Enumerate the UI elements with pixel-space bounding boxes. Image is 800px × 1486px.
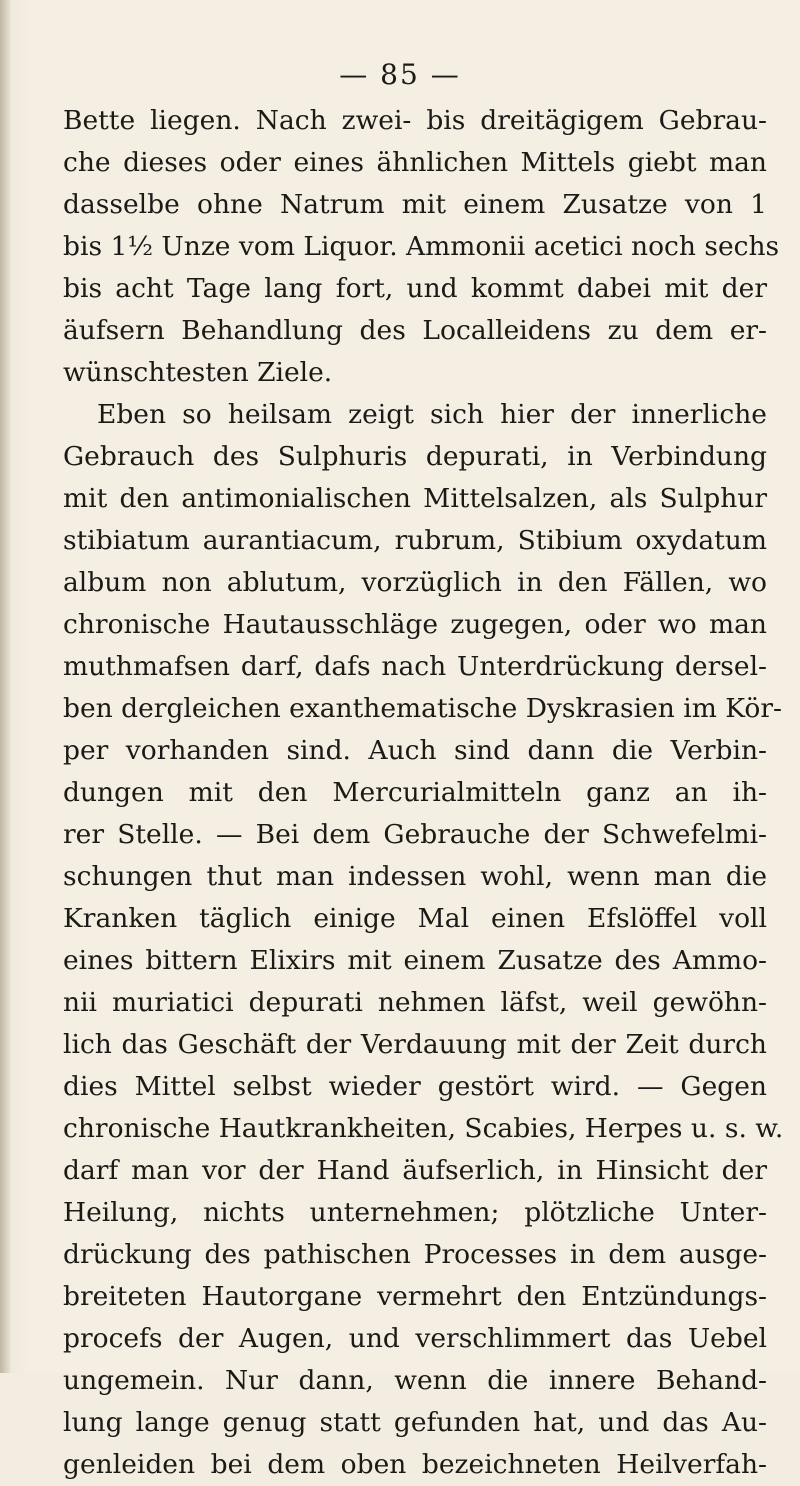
text-line: lung lange genug statt gefunden hat, und das Au- (63, 1407, 767, 1438)
text-line: äufsern Behandlung des Localleidens zu dem er- (63, 315, 767, 346)
text-line: dungen mit den Mercurialmitteln ganz an ih- (63, 777, 767, 808)
text-line: chronische Hautkrankheiten, Scabies, Herpes u. s. w. (63, 1113, 784, 1144)
text-line: mit den antimonialischen Mittelsalzen, als Sulphur (63, 483, 767, 514)
text-line: nii muriatici depurati nehmen läfst, weil gewöhn- (63, 987, 767, 1018)
text-line: darf man vor der Hand äufserlich, in Hinsicht der (63, 1155, 767, 1186)
text-line: album non ablutum, vorzüglich in den Fällen, wo (63, 567, 767, 598)
text-line: rer Stelle. — Bei dem Gebrauche der Schwefelmi- (63, 819, 767, 850)
text-line: Heilung, nichts unternehmen; plötzliche Unter- (63, 1197, 767, 1228)
text-line: dasselbe ohne Natrum mit einem Zusatze von 1 (63, 189, 767, 220)
text-line: drückung des pathischen Processes in dem ausge- (63, 1239, 767, 1270)
text-line: eines bittern Elixirs mit einem Zusatze des Ammo- (63, 945, 767, 976)
text-line: procefs der Augen, und verschlimmert das Uebel (63, 1323, 767, 1354)
text-line: Bette liegen. Nach zwei- bis dreitägigem Gebrau- (63, 105, 767, 136)
text-line: dies Mittel selbst wieder gestört wird. — Gegen (63, 1071, 767, 1102)
text-line: bis 1½ Unze vom Liquor. Ammonii acetici noch sechs (63, 231, 780, 262)
page-spine-shadow (0, 0, 10, 1373)
page-number: — 85 — (339, 58, 461, 91)
text-line: stibiatum aurantiacum, rubrum, Stibium oxydatum (63, 525, 767, 556)
text-line: breiteten Hautorgane vermehrt den Entzündungs- (63, 1281, 767, 1312)
text-line: Kranken täglich einige Mal einen Efslöffel voll (63, 903, 767, 934)
text-line: schungen thut man indessen wohl, wenn man die (63, 861, 767, 892)
text-line: muthmafsen darf, dafs nach Unterdrückung dersel- (63, 651, 767, 682)
text-line: chronische Hautausschläge zugegen, oder wo man (63, 609, 767, 640)
text-line: per vorhanden sind. Auch sind dann die Verbin- (63, 735, 767, 766)
text-line: ben dergleichen exanthematische Dyskrasien im Kör- (63, 693, 782, 724)
text-line: lich das Geschäft der Verdauung mit der Zeit durch (63, 1029, 767, 1060)
text-line: Gebrauch des Sulphuris depurati, in Verbindung (63, 441, 767, 472)
text-line: che dieses oder eines ähnlichen Mittels giebt man (63, 147, 767, 178)
text-line: ungemein. Nur dann, wenn die innere Behand- (63, 1365, 767, 1396)
body-text (63, 100, 784, 1486)
text-line: Eben so heilsam zeigt sich hier der innerliche (97, 399, 767, 430)
text-line: bis acht Tage lang fort, und kommt dabei mit der (63, 273, 767, 304)
text-line: wünschtesten Ziele. (63, 357, 333, 388)
text-line: genleiden bei dem oben bezeichneten Heilverfah- (63, 1449, 767, 1480)
